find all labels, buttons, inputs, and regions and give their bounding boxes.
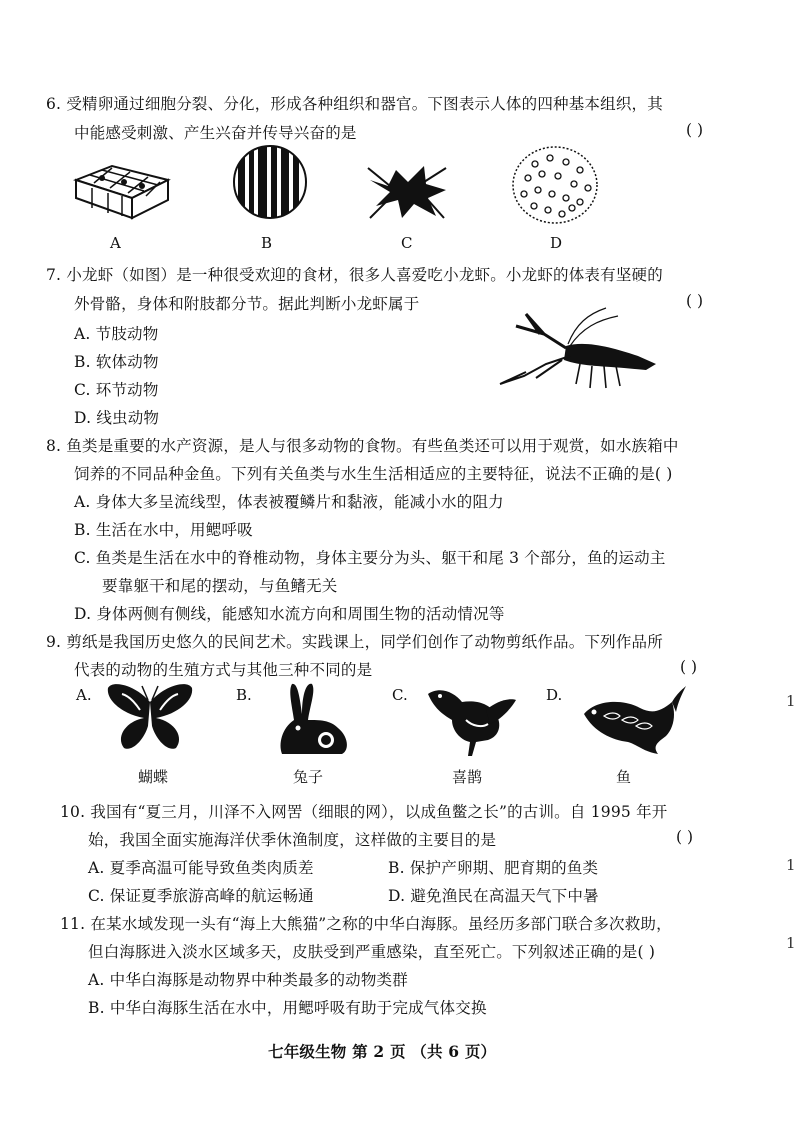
- q10-stem-line2: 始，我国全面实施海洋伏季休渔制度，这样做的主要目的是: [88, 831, 497, 849]
- q9-stem-line1: 9. 剪纸是我国历史悠久的民间艺术。实践课上，同学们创作了动物剪纸作品。下列作品所: [46, 633, 663, 651]
- q8-option-c-line2: 要靠躯干和尾的摆动，与鱼鳍无关: [102, 577, 338, 595]
- q9-name-magpie: 喜鹊: [452, 768, 483, 786]
- q9-letter-a: A.: [76, 686, 92, 704]
- q11-option-b: B. 中华白海豚生活在水中，用鳃呼吸有助于完成气体交换: [88, 999, 487, 1017]
- fish-papercut-figure: [578, 684, 688, 760]
- q6-label-a: A: [110, 234, 121, 252]
- magpie-papercut-figure: [420, 680, 520, 758]
- q9-name-rabbit: 兔子: [293, 768, 324, 786]
- q9-answer-paren: ( ): [680, 658, 698, 676]
- margin-mark-2: 1: [786, 856, 796, 874]
- q6-label-c: C: [401, 234, 413, 252]
- q9-name-fish: 鱼: [616, 768, 632, 786]
- q11-stem-line1: 11. 在某水域发现一头有“海上大熊猫”之称的中华白海豚。虽经历多部门联合多次救助，: [60, 915, 672, 933]
- crayfish-figure: [496, 304, 664, 396]
- q6-answer-paren: ( ): [686, 121, 704, 139]
- q7-option-c: C. 环节动物: [74, 381, 159, 399]
- epithelial-tissue-figure: [72, 158, 172, 224]
- nerve-tissue-figure: [366, 160, 448, 222]
- q10-option-a: A. 夏季高温可能导致鱼类肉质差: [88, 859, 314, 877]
- q7-option-a: A. 节肢动物: [74, 325, 159, 343]
- q7-answer-paren: ( ): [686, 292, 704, 310]
- q9-letter-d: D.: [546, 686, 563, 704]
- q8-option-d: D. 身体两侧有侧线，能感知水流方向和周围生物的活动情况等: [74, 605, 505, 623]
- q9-letter-b: B.: [236, 686, 252, 704]
- q7-option-d: D. 线虫动物: [74, 409, 160, 427]
- q7-stem-line2: 外骨骼，身体和附肢都分节。据此判断小龙虾属于: [74, 295, 420, 313]
- q7-option-b: B. 软体动物: [74, 353, 159, 371]
- q10-stem-line1: 10. 我国有“夏三月，川泽不入网罟（细眼的网），以成鱼鳖之长”的古训。自 1995 年开: [60, 803, 668, 821]
- connective-tissue-figure: [510, 144, 600, 226]
- q9-stem-line2: 代表的动物的生殖方式与其他三种不同的是: [74, 661, 373, 679]
- butterfly-papercut-figure: [104, 680, 196, 754]
- q8-option-b: B. 生活在水中，用鳃呼吸: [74, 521, 253, 539]
- q11-option-a: A. 中华白海豚是动物界中种类最多的动物类群: [88, 971, 408, 989]
- q10-answer-paren: ( ): [676, 828, 694, 846]
- q6-label-d: D: [550, 234, 563, 252]
- q11-stem-line2: 但白海豚进入淡水区域多天，皮肤受到严重感染，直至死亡。下列叙述正确的是( ): [88, 943, 656, 961]
- q6-label-b: B: [261, 234, 273, 252]
- margin-mark-3: 1: [786, 934, 796, 952]
- q10-option-d: D. 避免渔民在高温天气下中暑: [388, 887, 599, 905]
- q10-option-c: C. 保证夏季旅游高峰的航运畅通: [88, 887, 314, 905]
- rabbit-papercut-figure: [272, 680, 358, 756]
- q8-option-c-line1: C. 鱼类是生活在水中的脊椎动物，身体主要分为头、躯干和尾 3 个部分，鱼的运动主: [74, 549, 666, 567]
- q8-option-a: A. 身体大多呈流线型，体表被覆鳞片和黏液，能减小水的阻力: [74, 493, 504, 511]
- q6-stem-line1: 6. 受精卵通过细胞分裂、分化，形成各种组织和器官。下图表示人体的四种基本组织，其: [46, 95, 663, 113]
- muscle-tissue-figure: [232, 144, 308, 220]
- margin-mark-1: 1: [786, 692, 796, 710]
- q9-letter-c: C.: [392, 686, 408, 704]
- q10-option-b: B. 保护产卵期、肥育期的鱼类: [388, 859, 599, 877]
- q8-stem-line2: 饲养的不同品种金鱼。下列有关鱼类与水生生活相适应的主要特征，说法不正确的是( ): [74, 465, 673, 483]
- q6-stem-line2: 中能感受刺激、产生兴奋并传导兴奋的是: [74, 124, 357, 142]
- page-footer: 七年级生物 第 2 页 （共 6 页）: [268, 1042, 497, 1061]
- q8-stem-line1: 8. 鱼类是重要的水产资源，是人与很多动物的食物。有些鱼类还可以用于观赏，如水族箱中: [46, 437, 679, 455]
- q7-stem-line1: 7. 小龙虾（如图）是一种很受欢迎的食材，很多人喜爱吃小龙虾。小龙虾的体表有坚硬的: [46, 266, 663, 284]
- q9-name-butterfly: 蝴蝶: [138, 768, 169, 786]
